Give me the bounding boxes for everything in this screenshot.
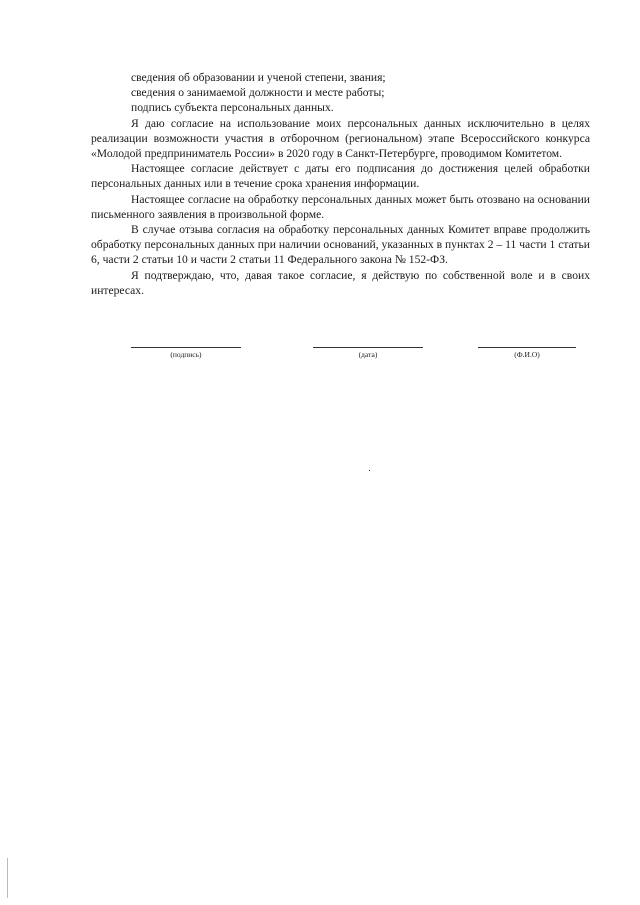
date-caption: (дата) bbox=[358, 350, 378, 359]
list-item-position: сведения о занимаемой должности и месте работы; bbox=[131, 86, 385, 100]
list-item-signature: подпись субъекта персональных данных. bbox=[131, 101, 334, 115]
signature-caption: (подпись) bbox=[170, 350, 202, 359]
paragraph-consent-purpose: Я даю согласие на использование моих персональных данных исключительно в целях реализации возможности участия в отборочном (региональном) этапе Всероссийского конкурса «Молодой предприниматель России» в 2020 году в Санкт-Петербурге, проводимом Комитетом. bbox=[91, 116, 590, 161]
paragraph-revocation-continuation: В случае отзыва согласия на обработку персональных данных Комитет вправе продолжить обработку персональных данных при наличии оснований, указанных в пунктах 2 – 11 части 1 статьи 6, части 2 статьи 10 и части 2 статьи 11 Федерального закона № 152-ФЗ. bbox=[91, 223, 590, 267]
name-line bbox=[478, 347, 576, 348]
list-item-education: сведения об образовании и ученой степени, звания; bbox=[131, 71, 386, 84]
paragraph-consent-revocation: Настоящее согласие на обработку персональных данных может быть отозвано на основании письменного заявления в произвольной форме. bbox=[91, 192, 590, 221]
name-field[interactable] bbox=[478, 347, 576, 359]
date-line bbox=[313, 347, 423, 348]
paragraph-confirmation: Я подтверждаю, что, давая такое согласие, я действую по собственной воле и в своих интересах. bbox=[91, 268, 590, 297]
name-caption: (Ф.И.О) bbox=[514, 350, 540, 359]
signature-field[interactable] bbox=[131, 347, 241, 359]
signature-line bbox=[131, 347, 241, 348]
consent-text bbox=[91, 70, 590, 298]
scan-speck bbox=[369, 470, 370, 471]
paragraph-consent-duration: Настоящее согласие действует с даты его подписания до достижения целей обработки персональных данных или в течение срока хранения информации. bbox=[91, 162, 590, 191]
date-field[interactable] bbox=[313, 347, 423, 359]
scan-edge-mark bbox=[7, 858, 8, 898]
signature-row bbox=[0, 347, 640, 371]
